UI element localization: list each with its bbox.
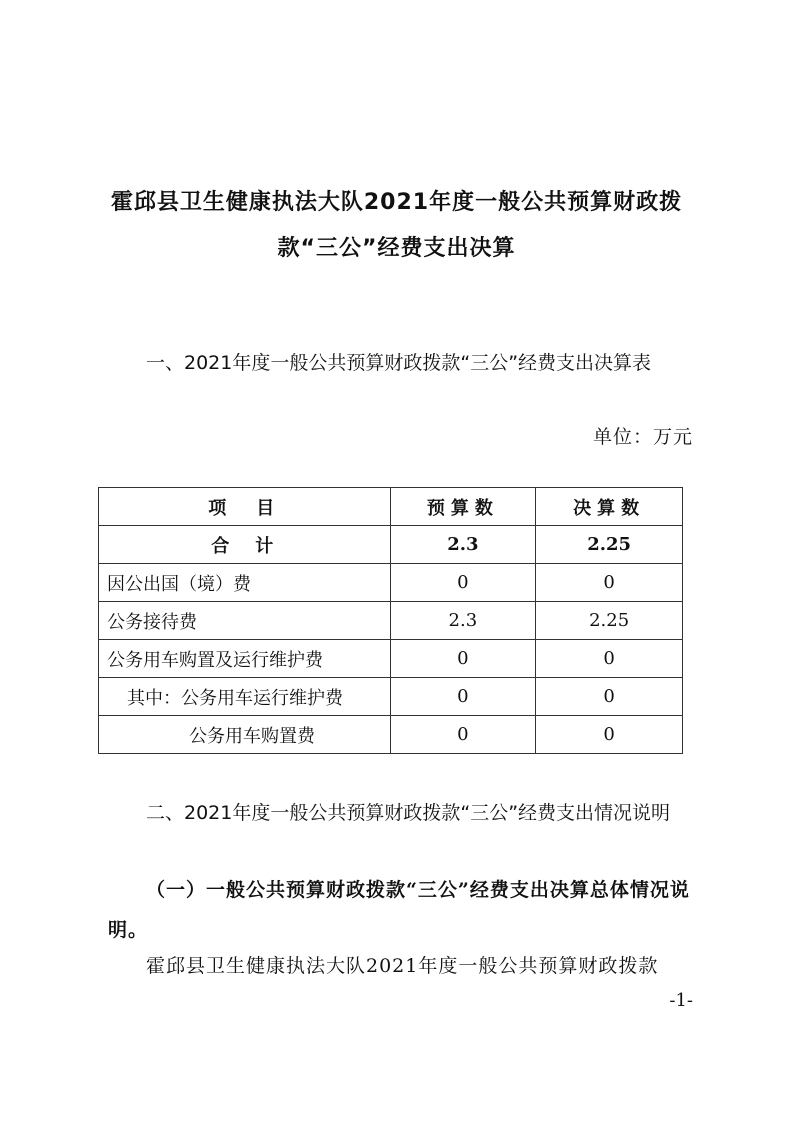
- page-number: -1-: [669, 990, 693, 1011]
- table-total-row: [99, 526, 683, 564]
- table-row: [99, 678, 683, 716]
- row-budget: 0: [390, 640, 536, 678]
- total-budget: 2.3: [390, 526, 536, 564]
- table-row: [99, 640, 683, 678]
- table-header-row: [99, 488, 683, 526]
- section1-heading: 一、2021年度一般公共预算财政拨款“三公”经费支出决算表: [146, 352, 652, 374]
- three-public-expenses-table: [98, 487, 683, 754]
- row-budget: 2.3: [390, 602, 536, 640]
- table-row: [99, 716, 683, 754]
- unit-label: 单位：万元: [592, 426, 693, 448]
- row-budget: 0: [390, 564, 536, 602]
- total-actual: 2.25: [536, 526, 683, 564]
- section2-heading: 二、2021年度一般公共预算财政拨款“三公”经费支出情况说明: [146, 802, 671, 824]
- title-line-2: 款“三公”经费支出决算: [277, 236, 516, 261]
- row-actual: 0: [536, 640, 683, 678]
- row-actual: 0: [536, 716, 683, 754]
- total-label: 合 计: [99, 526, 391, 564]
- row-label: 公务用车购置及运行维护费: [99, 640, 391, 678]
- header-actual: 决算数: [536, 488, 683, 526]
- row-label: 其中：公务用车运行维护费: [99, 678, 391, 716]
- row-actual: 0: [536, 678, 683, 716]
- section2-body: 霍邱县卫生健康执法大队2021年度一般公共预算财政拨款: [146, 955, 659, 977]
- row-label: 公务接待费: [99, 602, 391, 640]
- table-row: [99, 564, 683, 602]
- section2-subheading: （一）一般公共预算财政拨款“三公”经费支出决算总体情况说明。: [108, 879, 690, 941]
- header-item: 项 目: [99, 488, 391, 526]
- table-row: [99, 602, 683, 640]
- row-actual: 2.25: [536, 602, 683, 640]
- title-line-1: 霍邱县卫生健康执法大队2021年度一般公共预算财政拨: [110, 190, 683, 215]
- row-label: 因公出国（境）费: [99, 564, 391, 602]
- header-budget: 预算数: [390, 488, 536, 526]
- row-label: 公务用车购置费: [99, 716, 391, 754]
- row-budget: 0: [390, 678, 536, 716]
- document-title: [100, 180, 693, 272]
- row-budget: 0: [390, 716, 536, 754]
- row-actual: 0: [536, 564, 683, 602]
